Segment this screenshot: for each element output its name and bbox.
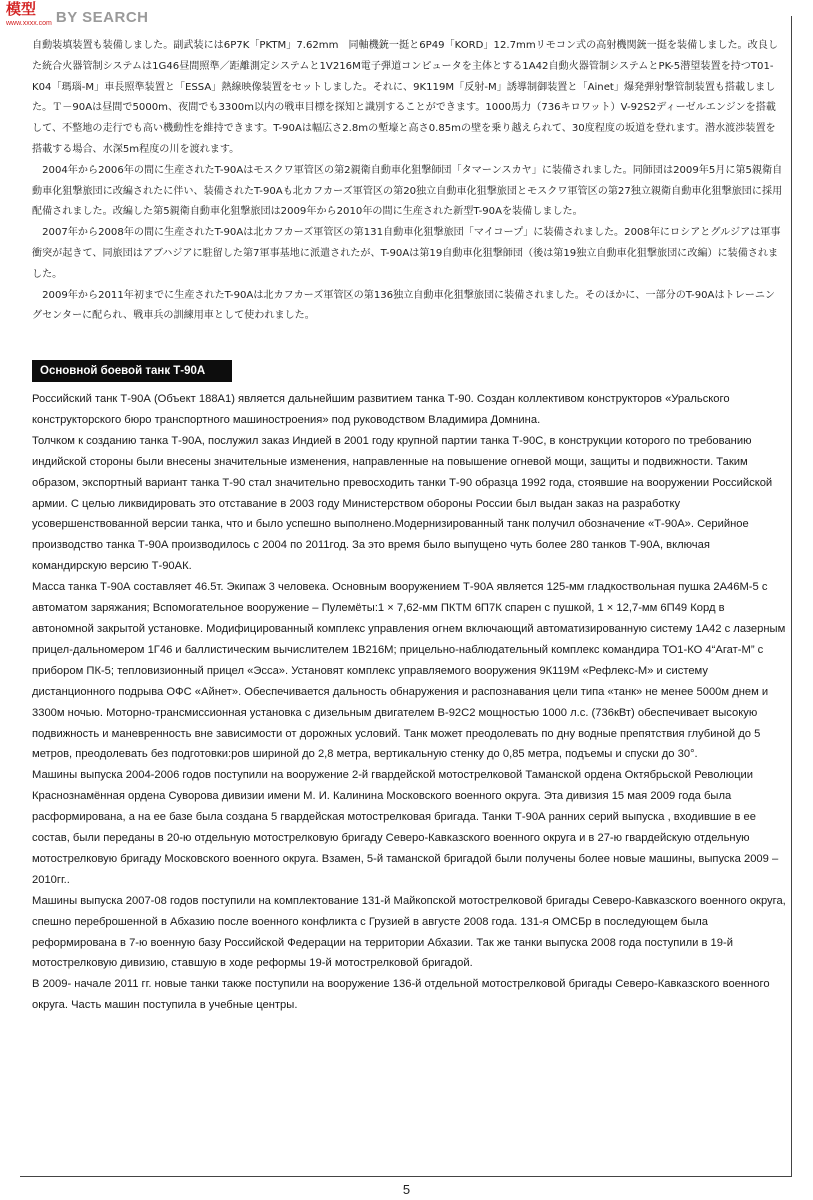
- site-watermark: [0, 0, 176, 34]
- section-title: Основной боевой танк Т-90А: [32, 360, 232, 382]
- jp-paragraph: 2009年から2011年初までに生産されたT-90Aは北カフカーズ軍管区の第136独立自動車化狙撃旅団に装備されました。そのほかに、一部分のT-90Aはトレーニングセンターに配られ、戦車兵の訓練用車として使われました。: [32, 289, 776, 322]
- ru-paragraph: Российский танк Т-90А (Объект 188А1) является дальнейшим развитием танка Т-90. Создан коллективом конструкторов «Уральского конструкторского бюро транспортного машиностроения» под руководством Владимира Домнина.: [32, 393, 730, 426]
- russian-text-block: [32, 389, 787, 1016]
- jp-paragraph: 自動装填装置も装備しました。副武装には6P7K「PKTM」7.62mm 同軸機銃一挺と6P49「KORD」12.7mmリモコン式の高射機関銃一挺を装備しました。改良した統合火器管制システムは1G46昼間照準／距離測定システムと1V216M電子弾道コンピュータを主体とする1A42自動火器管制システムとPK-5潜望装置を持つT01-K04「瑪瑙-M」車長照準装置と「ESSA」熱線映像装置をセットしました。それに、9K119M「反射-M」誘導制御装置と「Ainet」爆発弾射撃管制装置も搭載しました。Ｔ－90Aは昼間で5000m、夜間でも3300m以内の戦車目標を探知と識別することができます。1000馬力（736キロワット）V-92S2ディーゼルエンジンを搭載して、不整地の走行でも高い機動性を維持できます。T-90Aは幅広さ2.8mの塹壕と高さ0.85mの壁を乗り越えられて、30度程度の坂道を登れます。潜水渡渉装置を搭載する場合、水深5m程度の川を渡れます。: [32, 40, 778, 155]
- watermark-logo-text: 模型: [6, 1, 37, 18]
- ru-paragraph: Толчком к созданию танка Т-90А, послужил заказ Индией в 2001 году крупной партии танка Т-90С, в конструкции которого по требованию индийской стороны были внесены значительные изменения, направленные на повышение огневой мощи, защиты и подвижности. Таким образом, экспортный вариант танка Т-90 стал значительно превосходить танки Т-90 образца 1992 года, стоявшие на вооружении Российской армии. С целью ликвидировать это отставание в 2003 году Министерством обороны России был выдан заказ на разработку усовершенствованной версии танка, что и было успешно выполнено.Модернизированный танк получил обозначение «Т-90А». Серийное производство танка Т-90А производилось с 2004 по 2011год. За это время было выпущено чуть более 280 танков Т-90А, включая командирскую версию Т-90АК.: [32, 434, 773, 573]
- watermark-logo-sub: www.xxxx.com: [6, 20, 52, 27]
- ru-paragraph: Машины выпуска 2004-2006 годов поступили на вооружение 2-й гвардейской мотострелковой Таманской ордена Октябрьской Революции Краснознамённая ордена Суворова дивизии имени М. И. Калинина Московского военного округа. Эта дивизия 15 мая 2009 года была расформирована, а на ее базе была создана 5 гвардейская мотострелковая бригада. Танки Т-90А ранних серий выпуска , входившие в ее состав, были переданы в 20-ю отдельную мотострелковую бригаду Северо-Кавказского военного округа и в 27-ю гвардейскую отдельную мотострелковую бригаду Московского военного округа. Взамен, 5-й таманской бригадой были получены более новые машины, выпуска 2009 – 2010гг..: [32, 769, 779, 886]
- watermark-text: BY SEARCH: [55, 8, 149, 26]
- jp-paragraph: 2004年から2006年の間に生産されたT-90Aはモスクワ軍管区の第2親衛自動車化狙撃師団「タマーンスカヤ」に装備されました。同師団は2009年5月に第5親衛自動車化狙撃旅団に改編されたに伴い、装備されたT-90Aも北カフカーズ軍管区の第20独立自動車化狙撃旅団とモスクワ軍管区の第27独立親衛自動車化狙撃旅団に採用配備されました。改編した第5親衛自動車化狙撃旅団は2009年から2010年の間に生産された新型T-90Aを装備しました。: [32, 164, 783, 218]
- watermark-logo: [6, 3, 52, 31]
- ru-paragraph: Масса танка Т-90А составляет 46.5т. Экипаж 3 человека. Основным вооружением Т-90А является 125-мм гладкоствольная пушка 2А46М-5 с автоматом заряжания; Вспомогательное вооружение – Пулемёты:1 × 7,62-мм ПКТМ 6П7К спарен с пушкой, 1 × 12,7-мм 6П49 Корд в автономной закрытой установке. Модифицированный комплекс управления огнем включающий автоматизированную систему 1А42 с лазерным прицел-дальномером 1Г46 и баллистическим вычислителем 1В216М; прицельно-наблюдательный комплекс командира ТО1-КО 4“Агат-М” с прибором ПК-5; тепловизионный прицел «Эсса». Установят комплекс управляемого вооружения 9К119М «Рефлекс-М» и систему дистанционного подрыва ОФС «Айнет». Обеспечивается дальность обнаружения и распознавания цели типа «танк» не менее 5000м днем и 3300м ночью. Моторно-трансмиссионная установка с дизельным двигателем В-92С2 мощностью 1000 л.с. (736кВт) обеспечивает высокую подвижность и маневренность вне зависимости от дорожных условий. Танк может преодолевать по дну водные препятствия глубиной до 5 метров, преодолевать без подготовки:ров шириной до 2,8 метра, вертикальную стенку до 0,85 метра, подъемы и спуски до 30°.: [32, 581, 786, 761]
- ru-paragraph: Машины выпуска 2007-08 годов поступили на комплектование 131-й Майкопской мотострелковой бригады Северо-Кавказского военного округа, спешно переброшенной в Абхазию после военного конфликта с Грузией в августе 2008 года. 131-я ОМСБр в последующем была реформирована в 7-ю военную базу Российской Федерации на территории Абхазии. Так же танки выпуска 2008 года поступили в 19-й мотострелковую дивизию, ставшую в ходе реформы 19-й мотострелковой бригадой.: [32, 894, 786, 970]
- japanese-text-block: [32, 36, 784, 327]
- ru-paragraph: В 2009- начале 2011 гг. новые танки также поступили на вооружение 136-й отдельной мотострелковой бригады Северо-Кавказского военного округа. Часть машин поступила в учебные центры.: [32, 978, 770, 1012]
- page-number: 5: [402, 1182, 411, 1197]
- jp-paragraph: 2007年から2008年の間に生産されたT-90Aは北カフカーズ軍管区の第131自動車化狙撃旅団「マイコープ」に装備されました。2008年にロシアとグルジアは軍事衝突が起きて、同旅団はアブハジアに駐留した第7軍事基地に派遣されたが、T-90Aは第19自動車化狙撃師団（後は第19独立自動車化狙撃旅団に改編）に装備されました。: [32, 227, 781, 280]
